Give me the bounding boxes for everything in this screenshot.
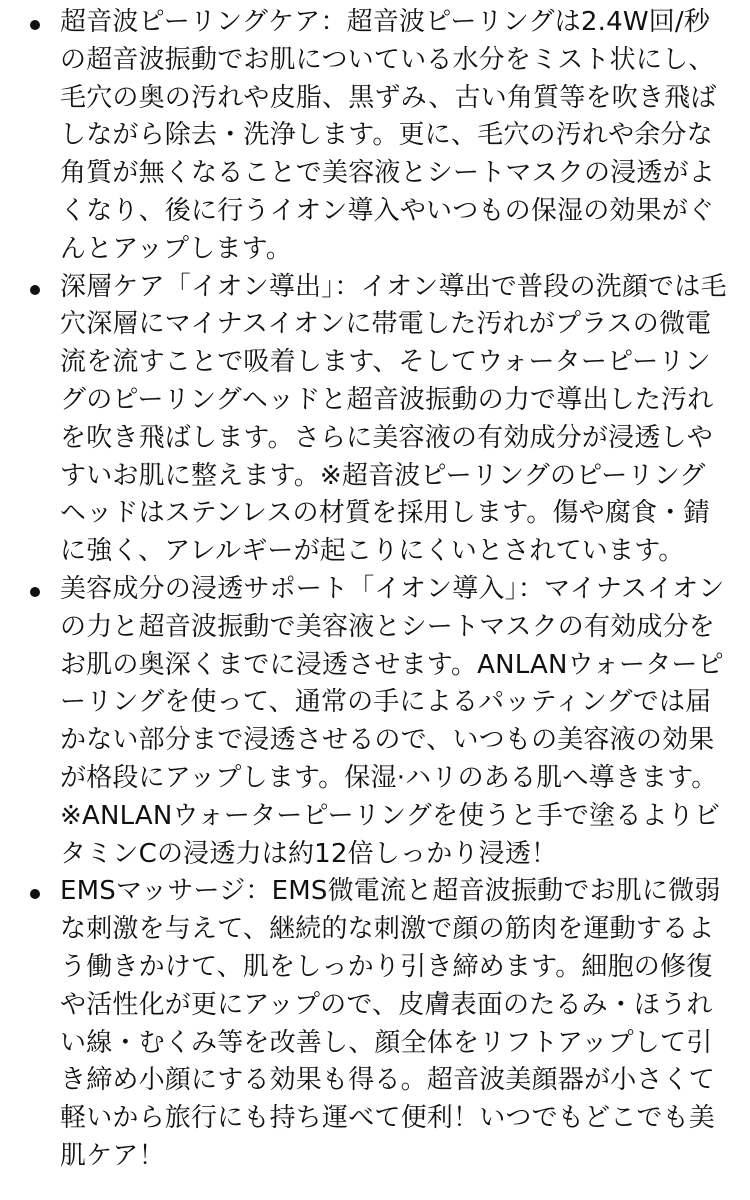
list-item-ultrasonic-peeling bbox=[26, 4, 728, 269]
bullet-icon bbox=[30, 20, 40, 30]
list-item-ion-introduction bbox=[26, 571, 728, 873]
list-item-ems-massage bbox=[26, 873, 728, 1175]
bullet-icon bbox=[30, 285, 40, 295]
list-item-text: 超音波ピーリングケア：超音波ピーリングは2.4W回/秒の超音波振動でお肌についている水分をミスト状にし、毛穴の奥の汚れや皮脂、黒ずみ、古い角質等を吹き飛ばしながら除去・洗浄します。更に、毛穴の汚れや余分な角質が無くなることで美容液とシートマスクの浸透がよくなり、後に行うイオン導入やいつもの保湿の効果がぐんとアップします。 bbox=[60, 7, 717, 264]
list-item-ion-extraction bbox=[26, 269, 728, 571]
bullet-icon bbox=[30, 587, 40, 597]
list-item-text: 美容成分の浸透サポート「イオン導入」：マイナスイオンの力と超音波振動で美容液とシートマスクの有効成分をお肌の奥深くまでに浸透させます。ANLANウォーターピーリングを使って、通常の手によるパッティングでは届かない部分まで浸透させるので、いつもの美容液の効果が格段にアップします。保湿·ハリのある肌へ導きます。※ANLANウォーターピーリングを使うと手で塗るよりビタミンCの浸透力は約12倍しっかり浸透！ bbox=[60, 573, 725, 869]
list-item-text: EMSマッサージ：EMS微電流と超音波振動でお肌に微弱な刺激を与えて、継続的な刺激で顔の筋肉を運動するよう働きかけて、肌をしっかり引き締めます。細胞の修復や活性化が更にアップので、皮膚表面のたるみ・ほうれい線・むくみ等を改善し、顔全体をリフトアップして引き締め小顔にする効果も得る。超音波美顔器が小さくて軽いから旅行にも持ち運べて便利！いつでもどこでも美肌ケア！ bbox=[60, 876, 721, 1171]
bullet-icon bbox=[30, 889, 40, 899]
list-item-text: 深層ケア「イオン導出」：イオン導出で普段の洗顔では毛穴深層にマイナスイオンに帯電した汚れがプラスの微電流を流すことで吸着します、そしてウォーターピーリングのピーリングヘッドと超音波振動の力で導出した汚れを吹き飛ばします。さらに美容液の有効成分が浸透しやすいお肌に整えます。※超音波ピーリングのピーリングヘッドはステンレスの材質を採用します。傷や腐食・錆に強く、アレルギーが起こりにくいとされています。 bbox=[60, 271, 727, 567]
feature-list bbox=[26, 4, 728, 1176]
